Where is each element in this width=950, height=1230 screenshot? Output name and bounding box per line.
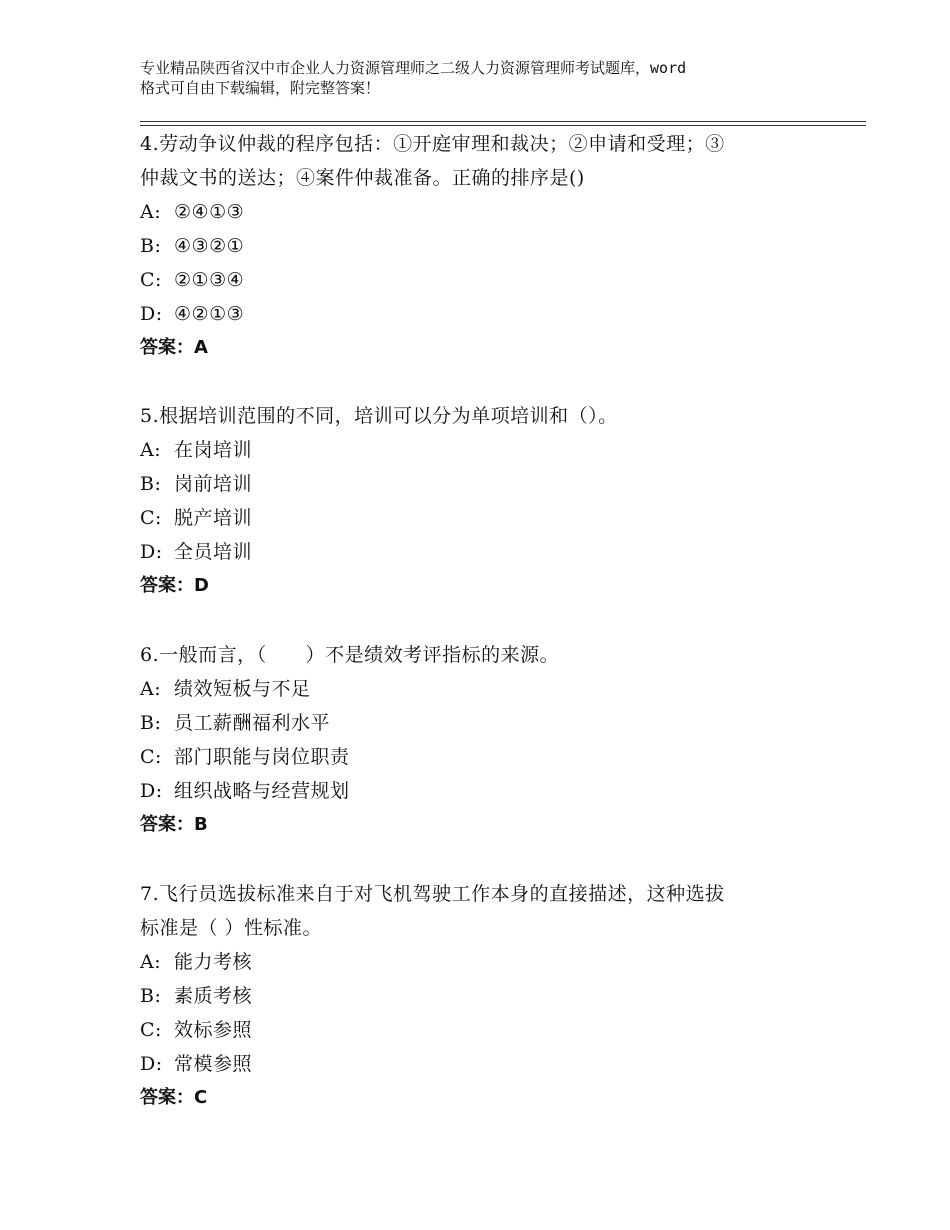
option-d xyxy=(140,1047,820,1081)
option-key: A: xyxy=(140,951,162,973)
option-text: 部门职能与岗位职责 xyxy=(174,746,350,768)
option-key: D: xyxy=(140,780,163,802)
question-stem: 5.根据培训范围的不同，培训可以分为单项培训和（）。 xyxy=(140,405,618,427)
option-a xyxy=(140,945,820,979)
option-key: C: xyxy=(140,507,162,529)
option-text: 全员培训 xyxy=(174,541,253,563)
option-key: B: xyxy=(140,473,162,495)
option-b xyxy=(140,229,820,263)
option-key: B: xyxy=(140,985,162,1007)
option-text: 员工薪酬福利水平 xyxy=(174,712,331,734)
header-divider xyxy=(140,121,866,126)
option-key: D: xyxy=(140,541,163,563)
option-text: 在岗培训 xyxy=(174,439,253,461)
document-header xyxy=(140,58,830,98)
question-stem: 6.一般而言，（ ）不是绩效考评指标的来源。 xyxy=(140,644,560,666)
option-key: A: xyxy=(140,678,162,700)
option-key: A: xyxy=(140,439,162,461)
option-key: D: xyxy=(140,303,163,325)
option-text: ②④①③ xyxy=(174,201,245,223)
question-6 xyxy=(140,638,820,842)
option-a xyxy=(140,195,820,229)
option-c xyxy=(140,740,820,774)
option-key: D: xyxy=(140,1053,163,1075)
question-stem: 4.劳动争议仲裁的程序包括：①开庭审理和裁决；②申请和受理；③ xyxy=(140,133,725,155)
option-a xyxy=(140,433,820,467)
option-key: B: xyxy=(140,712,162,734)
option-d xyxy=(140,297,820,331)
question-7 xyxy=(140,877,820,1115)
answer-label: 答案：B xyxy=(140,814,208,835)
option-b xyxy=(140,979,820,1013)
question-stem-continued: 标准是（ ）性标准。 xyxy=(140,917,323,939)
option-key: B: xyxy=(140,235,162,257)
option-key: A: xyxy=(140,201,162,223)
answer-label: 答案：C xyxy=(140,1087,208,1108)
option-text: ②①③④ xyxy=(174,269,245,291)
option-text: 效标参照 xyxy=(174,1019,253,1041)
header-line-1: 专业精品陕西省汉中市企业人力资源管理师之二级人力资源管理师考试题库，word xyxy=(140,59,687,77)
option-text: 能力考核 xyxy=(174,951,253,973)
option-key: C: xyxy=(140,1019,162,1041)
option-d xyxy=(140,774,820,808)
option-text: 组织战略与经营规划 xyxy=(174,780,350,802)
option-key: C: xyxy=(140,746,162,768)
option-text: 素质考核 xyxy=(174,985,253,1007)
option-a xyxy=(140,672,820,706)
option-c xyxy=(140,501,820,535)
question-stem-continued: 仲裁文书的送达；④案件仲裁准备。正确的排序是() xyxy=(140,167,585,189)
option-b xyxy=(140,706,820,740)
option-text: 脱产培训 xyxy=(174,507,253,529)
answer-label: 答案：D xyxy=(140,575,209,596)
option-text: 绩效短板与不足 xyxy=(174,678,311,700)
option-d xyxy=(140,535,820,569)
option-c xyxy=(140,263,820,297)
question-5 xyxy=(140,399,820,603)
question-4 xyxy=(140,127,820,365)
option-text: ④②①③ xyxy=(174,303,245,325)
question-stem: 7.飞行员选拔标准来自于对飞机驾驶工作本身的直接描述，这种选拔 xyxy=(140,883,725,905)
option-text: ④③②① xyxy=(174,235,245,257)
option-text: 常模参照 xyxy=(174,1053,253,1075)
option-key: C: xyxy=(140,269,162,291)
option-c xyxy=(140,1013,820,1047)
option-text: 岗前培训 xyxy=(174,473,253,495)
option-b xyxy=(140,467,820,501)
header-line-2: 格式可自由下载编辑，附完整答案！ xyxy=(140,79,381,97)
answer-label: 答案：A xyxy=(140,337,208,358)
